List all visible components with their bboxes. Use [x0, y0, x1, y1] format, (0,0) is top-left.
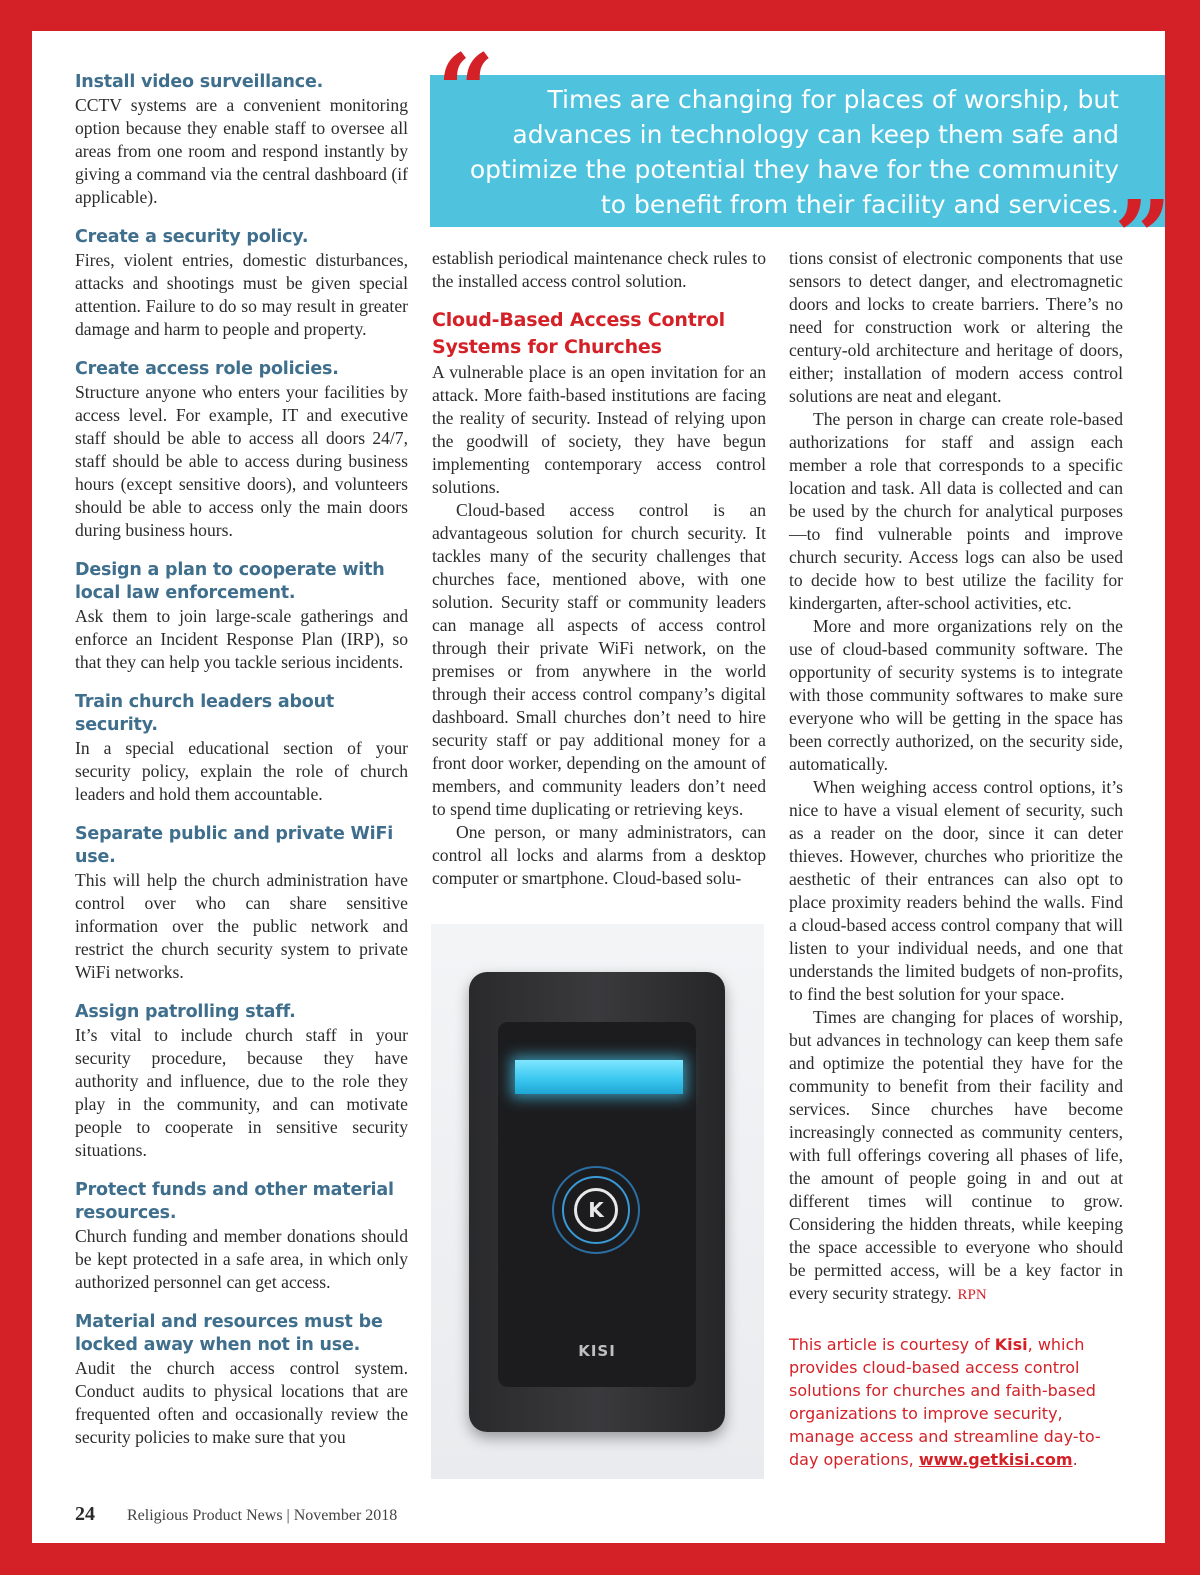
access-reader-photo	[431, 924, 764, 1479]
paragraph: One person, or many administrators, can control all locks and alarms from a desktop computer or smartphone. Cloud-based solu-	[432, 822, 766, 888]
section-body: It’s vital to include church staff in your security procedure, because they have authority and influence, due to the role they play in the community, and can motivate people to cooperate in sensitive security situations.	[75, 1025, 408, 1160]
section-body: In a special educational section of your security policy, explain the role of church leaders and hold them accountable.	[75, 738, 408, 804]
publication-line: Religious Product News | November 2018	[127, 1507, 398, 1524]
paragraph: Cloud-based access control is an advantageous solution for church security. It tackles many of the security challenges that churches face, mentioned above, with one solution. Security staff or community leaders can manage all aspects of access control through their private WiFi network, on the premises or from anywhere in the world through their access control company’s digital dashboard. Small churches don’t need to hire security staff or pay additional money for a front door worker, depending on the amount of members, and community leaders don’t need to spend time duplicating or retrieving keys.	[432, 500, 766, 819]
left-column	[75, 71, 408, 1466]
reader-device	[469, 972, 725, 1432]
right-column	[789, 247, 1123, 1471]
quote-open-mark: “	[437, 32, 495, 150]
section-heading: Create a security policy.	[75, 227, 309, 247]
device-brand-label: KISI	[578, 1342, 616, 1360]
section-body: CCTV systems are a convenient monitoring option because they enable staff to oversee all areas from one room and respond instantly by giving a command via the central dashboard (if applicable).	[75, 95, 408, 207]
section-body: Ask them to join large-scale gatherings and enforce an Incident Response Plan (IRP), so that they can help you tackle serious incidents.	[75, 606, 408, 672]
credit-prefix: This article is courtesy of	[789, 1335, 995, 1354]
section-heading: Design a plan to cooperate with local law enforcement.	[75, 560, 385, 603]
section-patrolling	[75, 1001, 408, 1162]
page-footer	[75, 1503, 397, 1526]
paragraph: The person in charge can create role-based authorizations for staff and assign each member a role that corresponds to a specific location and task. All data is collected and can be used by the church for analytical purposes—to find vulnerable points and improve church security. Access logs can also be used to decide how to best utilize the facility for kindergarten, after-school activities, etc.	[789, 409, 1123, 613]
section-heading: Train church leaders about security.	[75, 692, 335, 735]
section-body: Church funding and member donations should be kept protected in a safe area, in which only authorized personnel can get access.	[75, 1226, 408, 1292]
section-heading: Assign patrolling staff.	[75, 1002, 296, 1022]
magazine-page	[32, 31, 1172, 1543]
paragraph: When weighing access control options, it’s nice to have a visual element of security, such as a reader on the door, since it can deter thieves. However, churches who prioritize the aesthetic of their entrances can also opt to place proximity readers behind the walls. Find a cloud-based access control company that will listen to your individual needs, and one that understands the limited budgets of non-profits, to find the best solution for your space.	[789, 777, 1123, 1004]
quote-close-mark: ”	[1114, 178, 1172, 296]
section-body: Audit the church access control system. Conduct audits to physical locations that are frequented often and occasionally review the security policies to make sure that you	[75, 1358, 408, 1447]
section-heading: Install video surveillance.	[75, 72, 324, 92]
continuation-paragraph: establish periodical maintenance check rules to the installed access control solution.	[432, 248, 766, 291]
paragraph	[789, 1006, 1123, 1307]
website-link[interactable]: www.getkisi.com	[918, 1450, 1073, 1469]
section-law-enforcement	[75, 559, 408, 674]
credit-end: .	[1072, 1450, 1078, 1469]
section-train-leaders	[75, 691, 408, 806]
paragraph-text: Times are changing for places of worship, but advances in technology can keep them safe and optimize the potential they have for the community to benefit from their facility and services. Since churches have become increasingly connected as community centers, with full offerings covering all phases of life, the amount of people going in and out at different times will continue to grow. Considering the hidden threats, while keeping the space accessible to everyone who should be permitted access, will be a key factor in every security strategy.	[789, 1007, 1123, 1303]
section-heading: Create access role policies.	[75, 359, 339, 379]
credit-brand: Kisi	[994, 1335, 1028, 1354]
logo-letter: K	[588, 1198, 604, 1222]
section-protect-funds	[75, 1179, 408, 1294]
section-access-role	[75, 358, 408, 542]
end-mark: RPN	[957, 1287, 987, 1303]
page-number: 24	[75, 1503, 95, 1525]
pull-quote-text: Times are changing for places of worship, but advances in technology can keep them safe and optimize the potential they have for the community to benefit from their facility and services.	[469, 85, 1119, 219]
section-video-surveillance	[75, 71, 408, 209]
paragraph: tions consist of electronic components that use sensors to detect danger, and electromagnetic doors and locks to create barriers. There’s no need for construction work or altering the century-old architecture and heritage of doors, either; installation of modern access control solutions are neat and elegant.	[789, 248, 1123, 406]
pull-quote-box	[430, 75, 1165, 227]
section-heading: Separate public and private WiFi use.	[75, 824, 393, 867]
middle-column	[432, 247, 766, 890]
status-light-bar	[515, 1060, 683, 1094]
section-heading: Protect funds and other material resources.	[75, 1180, 394, 1223]
section-heading: Material and resources must be locked away when not in use.	[75, 1312, 383, 1355]
credit-middle: , which provides cloud-based access control solutions for churches and faith-based organizations to improve security, manage access and streamline day-to-day operations,	[789, 1335, 1101, 1469]
section-body: Fires, violent entries, domestic disturbances, attacks and shootings must be given special attention. Failure to do so may result in greater damage and harm to people and property.	[75, 250, 408, 339]
section-body: This will help the church administration have control over who can share sensitive information over the public network and restrict the church security system to private WiFi networks.	[75, 870, 408, 982]
paragraph: More and more organizations rely on the use of cloud-based community software. The opportunity of security systems is to integrate with those community softwares to make sure everyone who will be getting in the space has been correctly authorized, on the security side, automatically.	[789, 616, 1123, 774]
section-body: Structure anyone who enters your facilities by access level. For example, IT and executive staff should be able to access all doors 24/7, staff should be able to access during business hours (except sensitive doors), and volunteers should be able to access only the main doors during business hours.	[75, 382, 408, 540]
article-credit	[789, 1333, 1123, 1471]
article-subheading: Cloud-Based Access Control Systems for Churches	[432, 309, 725, 358]
reader-face	[498, 1022, 696, 1387]
paragraph: A vulnerable place is an open invitation for an attack. More faith-based institutions are facing the reality of security. Instead of relying upon the goodwill of society, they have begun implementing contemporary access control solutions.	[432, 362, 766, 497]
section-security-policy	[75, 226, 408, 341]
section-locked-away	[75, 1311, 408, 1449]
section-wifi	[75, 823, 408, 984]
